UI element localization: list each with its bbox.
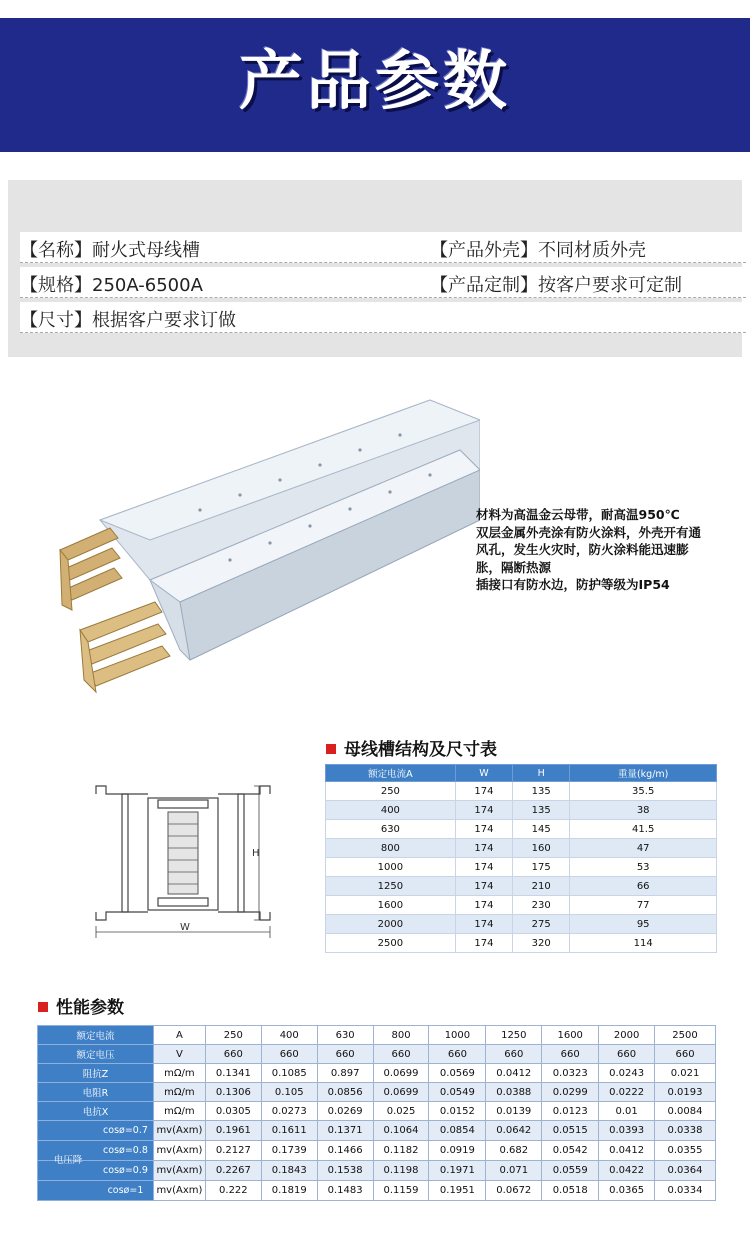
voltage-drop-label: 电压降 (53, 1154, 83, 1166)
table-cell: 0.025 (373, 1102, 429, 1121)
table-cell: 174 (455, 934, 512, 953)
row-unit: mΩ/m (153, 1064, 205, 1083)
col-header: W (455, 765, 512, 782)
desc-line: 插接口有防水边，防护等级为IP54 (476, 577, 670, 592)
table-cell: 1000 (429, 1026, 486, 1045)
table-cell: 174 (455, 858, 512, 877)
desc-line: 材料为高温金云母带，耐高温950℃ (476, 507, 680, 522)
table-cell: 174 (455, 782, 512, 801)
row-unit: mv(Axm) (153, 1141, 205, 1161)
cross-section-drawing (88, 772, 278, 940)
table-cell: 77 (570, 896, 717, 915)
row-label: 额定电流 (38, 1026, 154, 1045)
table-cell: 0.0364 (655, 1161, 716, 1181)
table-cell: 174 (455, 839, 512, 858)
table-cell: 660 (599, 1045, 655, 1064)
row-label (38, 1181, 154, 1201)
table-cell: 0.1306 (205, 1083, 261, 1102)
table-cell: 660 (261, 1045, 317, 1064)
table-cell: 2500 (326, 934, 456, 953)
table-row (38, 1064, 716, 1083)
table-cell: 0.1739 (261, 1141, 317, 1161)
cos-label: cosø=0.8 (103, 1145, 148, 1156)
page-title: 产品参数 (239, 45, 511, 119)
table-cell: 660 (373, 1045, 429, 1064)
info-row-3 (20, 302, 746, 333)
table-row (326, 858, 717, 877)
table-row (38, 1161, 716, 1181)
table-cell: 0.1159 (373, 1181, 429, 1201)
row-unit: mv(Axm) (153, 1161, 205, 1181)
table-cell: 174 (455, 801, 512, 820)
table-cell: 0.1951 (429, 1181, 486, 1201)
table-cell: 660 (317, 1045, 373, 1064)
table-cell: 250 (205, 1026, 261, 1045)
row-unit: A (153, 1026, 205, 1045)
table-cell: 0.0699 (373, 1064, 429, 1083)
table-cell: 0.0193 (655, 1083, 716, 1102)
table-cell: 2000 (599, 1026, 655, 1045)
table-cell: 0.682 (486, 1141, 542, 1161)
info-row-1 (20, 232, 746, 263)
table-cell: 0.0355 (655, 1141, 716, 1161)
table-cell: 0.2267 (205, 1161, 261, 1181)
drawing-h-label: H (252, 848, 260, 859)
table-row (326, 934, 717, 953)
table-cell: 0.0569 (429, 1064, 486, 1083)
table-row (326, 896, 717, 915)
table-cell: 0.0699 (373, 1083, 429, 1102)
table-cell: 47 (570, 839, 717, 858)
info-custom: 【产品定制】按客户要求可定制 (430, 275, 682, 296)
table-row (38, 1045, 716, 1064)
desc-line: 双层金属外壳涂有防火涂料，外壳开有通 (476, 524, 702, 540)
performance-section-title: 性能参数 (38, 993, 124, 1018)
table-cell: 0.2127 (205, 1141, 261, 1161)
table-cell: 800 (326, 839, 456, 858)
table-cell: 0.0338 (655, 1121, 716, 1141)
table-cell: 0.0856 (317, 1083, 373, 1102)
dimension-table (325, 764, 717, 953)
row-unit: V (153, 1045, 205, 1064)
info-spec: 【规格】250A-6500A (20, 275, 203, 296)
table-cell: 0.01 (599, 1102, 655, 1121)
table-cell: 0.0243 (599, 1064, 655, 1083)
table-row (326, 820, 717, 839)
info-shell: 【产品外壳】不同材质外壳 (430, 240, 646, 261)
table-cell: 0.0422 (599, 1161, 655, 1181)
product-description (476, 506, 746, 594)
table-cell: 2500 (655, 1026, 716, 1045)
cos-label: cosø=0.9 (103, 1165, 148, 1176)
red-square-icon (38, 1002, 48, 1012)
table-cell: 135 (513, 782, 570, 801)
table-cell: 160 (513, 839, 570, 858)
table-cell: 660 (542, 1045, 599, 1064)
table-row (38, 1121, 716, 1141)
col-header: 重量(kg/m) (570, 765, 717, 782)
table-cell: 0.0305 (205, 1102, 261, 1121)
table-cell: 0.0139 (486, 1102, 542, 1121)
table-cell: 66 (570, 877, 717, 896)
table-cell: 660 (655, 1045, 716, 1064)
table-row (38, 1102, 716, 1121)
table-cell: 35.5 (570, 782, 717, 801)
drawing-w-label: W (180, 922, 190, 933)
table-cell: 400 (326, 801, 456, 820)
table-cell: 0.0515 (542, 1121, 599, 1141)
table-row (326, 915, 717, 934)
row-unit: mΩ/m (153, 1102, 205, 1121)
desc-line: 风孔，发生火灾时，防火涂料能迅速膨 (476, 542, 689, 557)
table-cell: 0.021 (655, 1064, 716, 1083)
table-cell: 41.5 (570, 820, 717, 839)
table-cell: 0.1961 (205, 1121, 261, 1141)
table-cell: 0.1611 (261, 1121, 317, 1141)
table-cell: 145 (513, 820, 570, 839)
row-label: 电抗X (38, 1102, 154, 1121)
table-cell: 0.0854 (429, 1121, 486, 1141)
table-row (38, 1026, 716, 1045)
table-cell: 630 (326, 820, 456, 839)
desc-line: 胀，隔断热源 (476, 559, 552, 575)
table-cell: 0.1843 (261, 1161, 317, 1181)
table-cell: 0.0919 (429, 1141, 486, 1161)
table-cell: 0.0334 (655, 1181, 716, 1201)
table-cell: 174 (455, 915, 512, 934)
table-cell: 1600 (542, 1026, 599, 1045)
table-cell: 0.222 (205, 1181, 261, 1201)
table-cell: 0.897 (317, 1064, 373, 1083)
table-cell: 0.0123 (542, 1102, 599, 1121)
table-cell: 630 (317, 1026, 373, 1045)
table-cell: 0.105 (261, 1083, 317, 1102)
table-cell: 250 (326, 782, 456, 801)
table-cell: 0.0412 (486, 1064, 542, 1083)
table-cell: 0.0152 (429, 1102, 486, 1121)
table-cell: 95 (570, 915, 717, 934)
table-cell: 800 (373, 1026, 429, 1045)
table-cell: 1250 (326, 877, 456, 896)
row-unit: mv(Axm) (153, 1181, 205, 1201)
table-cell: 38 (570, 801, 717, 820)
table-cell: 1250 (486, 1026, 542, 1045)
red-square-icon (326, 744, 336, 754)
table-cell: 0.1064 (373, 1121, 429, 1141)
table-cell: 660 (429, 1045, 486, 1064)
info-row-2 (20, 267, 746, 298)
table-row (326, 839, 717, 858)
table-cell: 0.0365 (599, 1181, 655, 1201)
table-cell: 0.0549 (429, 1083, 486, 1102)
table-cell: 0.1371 (317, 1121, 373, 1141)
row-unit: mv(Axm) (153, 1121, 205, 1141)
table-cell: 0.0222 (599, 1083, 655, 1102)
table-cell: 0.0642 (486, 1121, 542, 1141)
table-cell: 0.1198 (373, 1161, 429, 1181)
table-cell: 114 (570, 934, 717, 953)
busway-product-image (40, 380, 480, 710)
cos-label: cosø=0.7 (103, 1125, 148, 1136)
table-cell: 1600 (326, 896, 456, 915)
table-cell: 0.1182 (373, 1141, 429, 1161)
table-cell: 174 (455, 820, 512, 839)
table-cell: 400 (261, 1026, 317, 1045)
table-cell: 0.1538 (317, 1161, 373, 1181)
table-cell: 0.0672 (486, 1181, 542, 1201)
table-row (38, 1083, 716, 1102)
col-header: H (513, 765, 570, 782)
performance-table (37, 1025, 716, 1201)
table-cell: 0.0323 (542, 1064, 599, 1083)
table-cell: 175 (513, 858, 570, 877)
info-size: 【尺寸】根据客户要求订做 (20, 310, 236, 331)
info-name: 【名称】耐火式母线槽 (20, 240, 200, 261)
table-cell: 0.1085 (261, 1064, 317, 1083)
cos-label: cosø=1 (107, 1185, 144, 1196)
table-cell: 0.0273 (261, 1102, 317, 1121)
table-cell: 210 (513, 877, 570, 896)
table-cell: 174 (455, 896, 512, 915)
table-cell: 230 (513, 896, 570, 915)
table-cell: 0.1341 (205, 1064, 261, 1083)
table-cell: 0.071 (486, 1161, 542, 1181)
table-cell: 135 (513, 801, 570, 820)
table-cell: 0.0542 (542, 1141, 599, 1161)
table-cell: 0.0518 (542, 1181, 599, 1201)
table-cell: 0.0388 (486, 1083, 542, 1102)
table-cell: 275 (513, 915, 570, 934)
col-header: 额定电流A (326, 765, 456, 782)
table-cell: 0.0393 (599, 1121, 655, 1141)
table-cell: 0.0559 (542, 1161, 599, 1181)
table-row (326, 801, 717, 820)
table-cell: 0.0084 (655, 1102, 716, 1121)
table-row (326, 877, 717, 896)
dimension-table-header (326, 765, 717, 782)
table-cell: 0.0412 (599, 1141, 655, 1161)
table-row (326, 782, 717, 801)
table-cell: 660 (205, 1045, 261, 1064)
table-cell: 2000 (326, 915, 456, 934)
row-label: 阻抗Z (38, 1064, 154, 1083)
table-cell: 53 (570, 858, 717, 877)
table-row (38, 1141, 716, 1161)
table-row (38, 1181, 716, 1201)
table-cell: 0.1819 (261, 1181, 317, 1201)
info-box (8, 180, 742, 357)
table-cell: 0.1466 (317, 1141, 373, 1161)
table-cell: 0.1971 (429, 1161, 486, 1181)
table-cell: 660 (486, 1045, 542, 1064)
row-unit: mΩ/m (153, 1083, 205, 1102)
row-label: 电阻R (38, 1083, 154, 1102)
table-cell: 0.0299 (542, 1083, 599, 1102)
table-cell: 0.1483 (317, 1181, 373, 1201)
dimension-section-title: 母线槽结构及尺寸表 (326, 735, 497, 760)
table-cell: 0.0269 (317, 1102, 373, 1121)
row-label: 额定电压 (38, 1045, 154, 1064)
table-cell: 320 (513, 934, 570, 953)
table-cell: 174 (455, 877, 512, 896)
table-cell: 1000 (326, 858, 456, 877)
